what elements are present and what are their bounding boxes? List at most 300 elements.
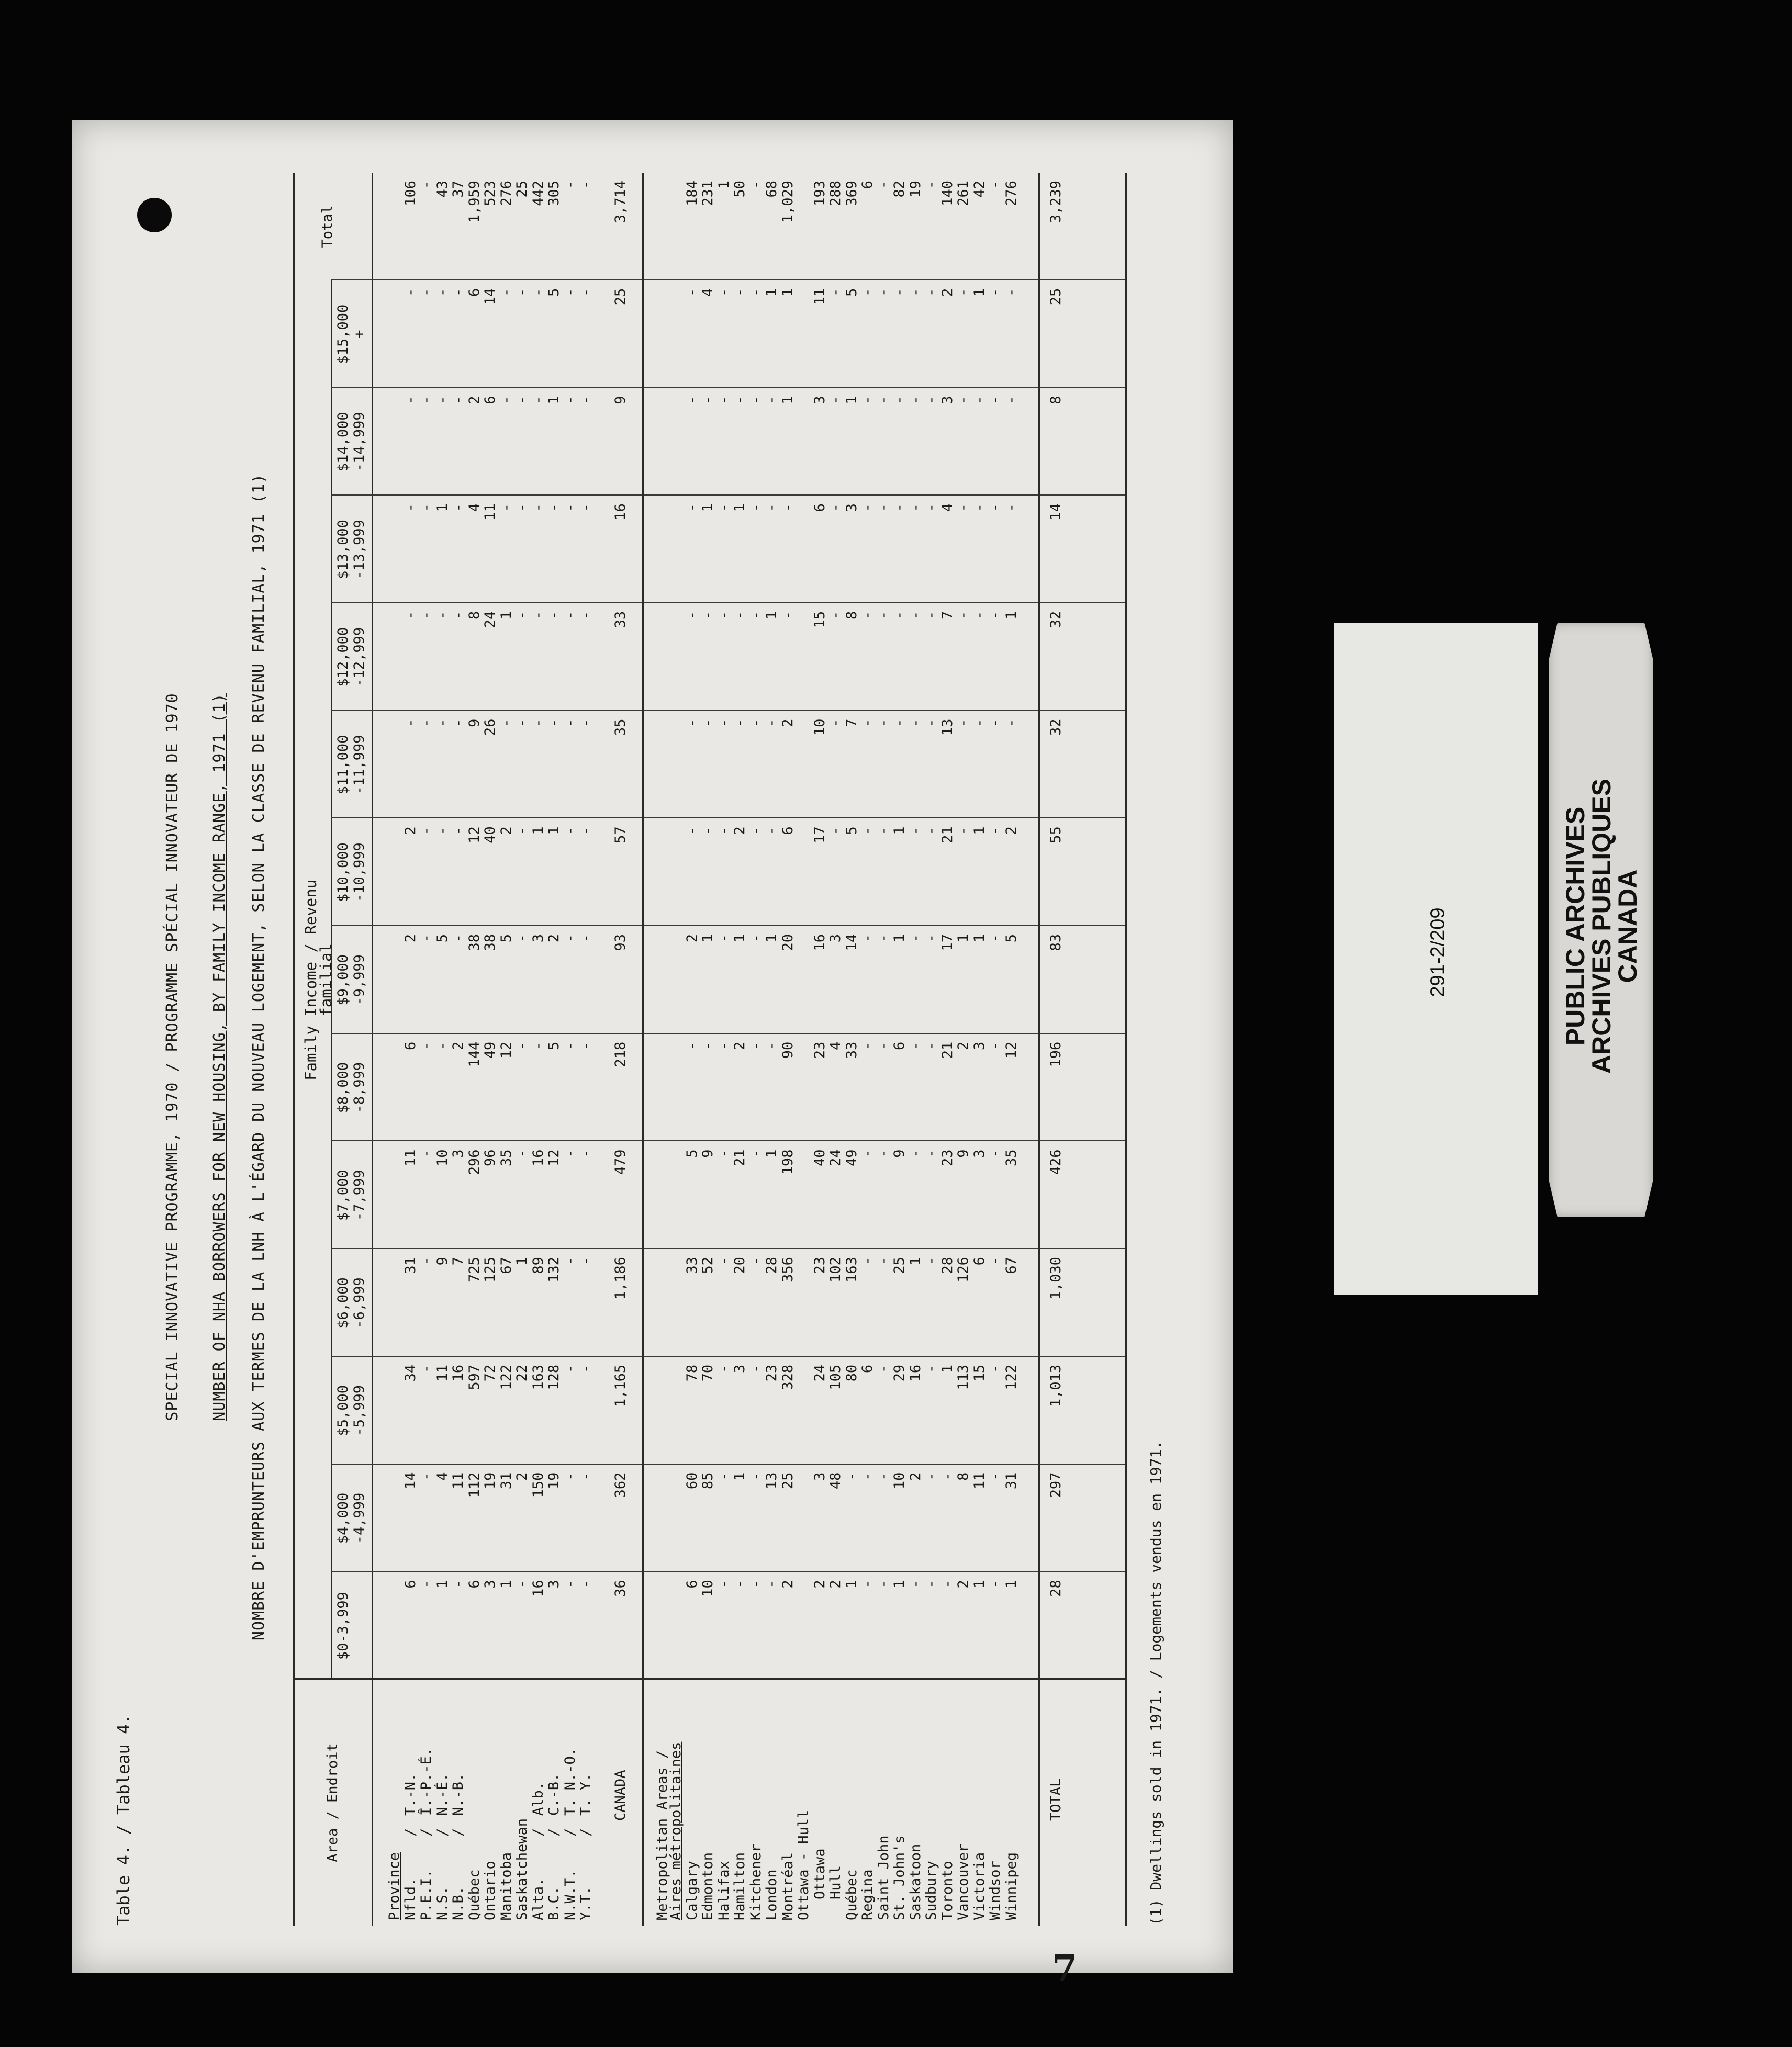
table-cell: - [578, 1149, 594, 1158]
table-cell: 28 [1048, 1580, 1064, 1597]
table-cell: - [434, 718, 451, 727]
table-cell: 25 [1048, 288, 1064, 306]
table-cell: - [450, 718, 466, 727]
table-cell: 3 [482, 1580, 498, 1589]
table-cell: - [530, 288, 546, 297]
table-cell: 4 [939, 503, 956, 512]
table-cell: - [700, 396, 716, 404]
column-header-line1: $11,000 [335, 735, 351, 795]
table-cell: - [562, 611, 578, 620]
table-cell: - [562, 288, 578, 297]
table-cell: 2 [732, 1041, 748, 1050]
table-cell: - [891, 503, 908, 512]
metro-name: London [764, 1869, 780, 1920]
table-cell: - [907, 934, 924, 943]
table-cell: - [859, 934, 876, 943]
metro-name: Windsor [987, 1861, 1003, 1920]
table-cell: 105 [827, 1364, 844, 1390]
table-cell: - [859, 1257, 876, 1266]
metro-name: Sudbury [923, 1861, 939, 1920]
province-name-fr: N.-É. [434, 1773, 451, 1816]
province-slash: / [546, 1828, 562, 1837]
table-cell: - [715, 1149, 732, 1158]
table-cell: - [875, 288, 892, 297]
table-cell: 78 [684, 1364, 700, 1382]
table-cell: - [875, 181, 892, 189]
table-cell: 150 [530, 1472, 546, 1498]
table-cell: - [747, 1149, 764, 1158]
province-name: Nfld. [402, 1877, 419, 1920]
table-cell: - [546, 611, 562, 620]
table-cell: 5 [498, 934, 514, 943]
stamp-line-2: ARCHIVES PUBLIQUES [1587, 779, 1616, 1074]
table-cell: - [971, 718, 988, 727]
table-cell: 12 [1003, 1041, 1020, 1059]
table-cell: 89 [530, 1257, 546, 1274]
table-cell: 28 [764, 1257, 780, 1274]
table-cell: - [923, 1364, 939, 1374]
table-cell: - [907, 718, 924, 727]
table-cell: - [498, 503, 514, 512]
table-cell: 37 [450, 181, 466, 198]
table-cell: 1 [1003, 611, 1020, 620]
table-cell: - [875, 503, 892, 512]
table-cell: 1 [530, 826, 546, 835]
table-cell: - [875, 1580, 892, 1589]
table-cell: 3 [843, 503, 860, 512]
column-header-line2: -9,999 [351, 954, 368, 1006]
table-cell: - [402, 718, 419, 727]
table-cell: 8 [843, 611, 860, 620]
table-cell: 6 [466, 288, 483, 297]
table-cell: - [418, 396, 434, 404]
table-cell: 1 [434, 1580, 451, 1589]
table-cell: 163 [530, 1364, 546, 1390]
table-cell: 11 [811, 288, 828, 306]
table-cell: - [418, 1041, 434, 1050]
table-cell: 67 [1003, 1257, 1020, 1274]
table-cell: 16 [450, 1364, 466, 1382]
table-cell: 3 [811, 396, 828, 404]
table-cell: - [514, 396, 530, 404]
table-cell: - [859, 1041, 876, 1050]
table-cell: - [764, 718, 780, 727]
table-cell: 1 [546, 396, 562, 404]
table-cell: 5 [434, 934, 451, 943]
table-cell: 10 [891, 1472, 908, 1490]
province-name-fr: T. Y. [578, 1773, 594, 1816]
title-number-borrowers: NUMBER OF NHA BORROWERS FOR NEW HOUSING, BY FAMILY INCOME RANGE, 1971 (1) [210, 693, 229, 1421]
table-cell: 31 [402, 1257, 419, 1274]
table-cell: 3,239 [1048, 181, 1064, 223]
rotated-document [99, 157, 1219, 1957]
table-cell: - [747, 718, 764, 727]
table-bottom-rule [1125, 173, 1127, 1926]
table-cell: - [514, 1580, 530, 1589]
table-cell: 35 [1003, 1149, 1020, 1166]
table-cell: - [715, 1364, 732, 1374]
province-slash: / [450, 1828, 466, 1837]
table-cell: - [891, 718, 908, 727]
table-cell: - [434, 826, 451, 835]
metro-name: Hull [827, 1865, 844, 1899]
table-cell: 14 [402, 1472, 419, 1490]
table-cell: 479 [612, 1149, 629, 1175]
province-name-fr: N.-B. [450, 1773, 466, 1816]
table-cell: 14 [1048, 503, 1064, 521]
table-cell: 21 [939, 826, 956, 843]
table-cell: - [684, 1041, 700, 1050]
table-cell: 35 [498, 1149, 514, 1166]
table-cell: 1 [700, 503, 716, 512]
table-cell: - [402, 611, 419, 620]
table-cell: - [859, 1149, 876, 1158]
province-name: Manitoba [498, 1852, 514, 1920]
table-cell: 15 [971, 1364, 988, 1382]
table-cell: 1 [939, 1364, 956, 1374]
column-header-line1: $4,000 [335, 1492, 351, 1544]
table-cell: - [987, 503, 1003, 512]
province-name-fr: Î.-P.-É. [418, 1747, 434, 1816]
table-cell: 33 [612, 611, 629, 628]
column-header-line2: -12,999 [351, 627, 368, 687]
table-cell: - [450, 934, 466, 943]
column-header [335, 496, 367, 603]
table-cell: 2 [684, 934, 700, 943]
table-cell: - [700, 718, 716, 727]
table-cell: - [875, 1149, 892, 1158]
table-cell: - [955, 288, 971, 297]
table-cell: - [955, 503, 971, 512]
table-cell: 23 [939, 1149, 956, 1166]
table-cell: 8 [1048, 396, 1064, 404]
table-cell: - [514, 934, 530, 943]
table-cell: - [747, 1580, 764, 1589]
table-cell: - [987, 288, 1003, 297]
table-cell: - [418, 611, 434, 620]
province-name: N.W.T. [562, 1869, 578, 1920]
table-cell: 16 [612, 503, 629, 521]
table-cell: - [875, 1257, 892, 1266]
table-cell: 5 [843, 288, 860, 297]
province-name: Y.T. [578, 1886, 594, 1920]
table-cell: 24 [482, 611, 498, 628]
table-cell: - [434, 396, 451, 404]
table-cell: - [684, 288, 700, 297]
table-cell: 362 [612, 1472, 629, 1498]
table-cell: - [955, 718, 971, 727]
table-cell: - [732, 288, 748, 297]
metro-name: Halifax [715, 1861, 732, 1920]
table-cell: 17 [939, 934, 956, 951]
table-cell: - [514, 1149, 530, 1158]
table-cell: 9 [434, 1257, 451, 1266]
table-cell: - [562, 934, 578, 943]
table-cell: - [747, 826, 764, 835]
table-cell: 2 [779, 1580, 796, 1589]
table-cell: - [418, 1257, 434, 1266]
table-cell: 113 [955, 1364, 971, 1390]
table-cell: - [562, 1041, 578, 1050]
table-cell: 26 [482, 718, 498, 736]
table-cell: 2 [1003, 826, 1020, 835]
table-cell: - [875, 396, 892, 404]
table-cell: - [715, 396, 732, 404]
table-cell: - [779, 503, 796, 512]
table-cell: 198 [779, 1149, 796, 1175]
table-cell: - [923, 1257, 939, 1266]
table-cell: - [715, 826, 732, 835]
table-cell: 6 [684, 1580, 700, 1589]
table-cell: - [859, 503, 876, 512]
table-cell: 196 [1048, 1041, 1064, 1067]
column-header [335, 926, 367, 1034]
table-cell: 7 [450, 1257, 466, 1266]
table-cell: 34 [402, 1364, 419, 1382]
table-cell: 90 [779, 1041, 796, 1059]
table-cell: - [514, 611, 530, 620]
column-header [335, 818, 367, 926]
table-cell: - [827, 611, 844, 620]
table-cell: 2 [402, 826, 419, 835]
table-cell: - [923, 1580, 939, 1589]
table-cell: - [827, 288, 844, 297]
table-cell: 24 [811, 1364, 828, 1382]
table-cell: - [907, 1041, 924, 1050]
table-cell: - [827, 396, 844, 404]
title-english-french: SPECIAL INNOVATIVE PROGRAMME, 1970 / PROGRAMME SPÉCIAL INNOVATEUR DE 1970 [163, 693, 182, 1421]
table-cell: - [578, 611, 594, 620]
table-cell: - [779, 611, 796, 620]
table-cell: 122 [498, 1364, 514, 1390]
table-cell: 11 [971, 1472, 988, 1490]
column-header-line1: $8,000 [335, 1062, 351, 1114]
table-cell: 6 [402, 1041, 419, 1050]
table-cell: 128 [546, 1364, 562, 1390]
table-cell: 8 [955, 1472, 971, 1481]
column-rule [331, 602, 1125, 603]
table-cell: - [907, 1580, 924, 1589]
table-cell: 102 [827, 1257, 844, 1283]
column-rule [331, 817, 1125, 818]
table-cell: 6 [859, 1364, 876, 1374]
province-name: Québec [466, 1869, 483, 1920]
province-name: P.E.I. [418, 1869, 434, 1920]
table-cell: - [402, 288, 419, 297]
table-cell: 4 [827, 1041, 844, 1050]
table-cell: 2 [732, 826, 748, 835]
table-cell: - [562, 1580, 578, 1589]
table-cell: - [562, 1149, 578, 1158]
table-cell: - [764, 1580, 780, 1589]
table-cell: 1,029 [779, 181, 796, 223]
province-name-fr: Alb. [530, 1781, 546, 1816]
table-cell: - [434, 288, 451, 297]
table-cell: 25 [612, 288, 629, 306]
column-rule [331, 1248, 1125, 1249]
table-cell: 1 [764, 1149, 780, 1158]
table-cell: - [747, 181, 764, 189]
table-cell: 72 [482, 1364, 498, 1382]
table-cell: 144 [466, 1041, 483, 1067]
table-cell: - [923, 288, 939, 297]
table-cell: - [418, 288, 434, 297]
column-header-line2: + [351, 330, 368, 339]
table-cell: 9 [612, 396, 629, 404]
table-cell: - [715, 611, 732, 620]
table-cell: - [907, 288, 924, 297]
table-cell: - [875, 718, 892, 727]
table-cell: - [987, 826, 1003, 835]
table-cell: - [514, 718, 530, 727]
table-cell: - [987, 396, 1003, 404]
table-cell: - [732, 1580, 748, 1589]
table-cell: 3 [732, 1364, 748, 1374]
table-cell: - [923, 1041, 939, 1050]
table-cell: - [747, 396, 764, 404]
table-cell: 38 [482, 934, 498, 951]
table-cell: - [700, 611, 716, 620]
table-cell: - [530, 718, 546, 727]
table-cell: 5 [684, 1149, 700, 1158]
table-cell: - [923, 826, 939, 835]
table-cell: 80 [843, 1364, 860, 1382]
table-cell: 261 [955, 181, 971, 206]
column-header [335, 1572, 351, 1680]
table-cell: - [450, 503, 466, 512]
table-cell: - [418, 1580, 434, 1589]
table-cell: 40 [811, 1149, 828, 1166]
column-rule [331, 1033, 1125, 1034]
column-header-line2: -11,999 [351, 735, 368, 795]
table-cell: 2 [514, 1472, 530, 1481]
metro-name: Vancouver [955, 1843, 971, 1920]
table-cell: 9 [466, 718, 483, 727]
table-cell: 52 [700, 1257, 716, 1274]
table-cell: - [907, 503, 924, 512]
family-income-label: Family Income / Revenu familial [302, 879, 335, 1081]
metro-name: Québec [843, 1869, 860, 1920]
table-cell: - [684, 503, 700, 512]
table-cell: - [859, 1580, 876, 1589]
table-cell: 49 [482, 1041, 498, 1059]
table-cell: 1 [971, 934, 988, 943]
table-cell: 1 [779, 288, 796, 297]
table-cell: 16 [907, 1364, 924, 1382]
column-header-line1: $9,000 [335, 954, 351, 1006]
table-cell: 3 [530, 934, 546, 943]
table-cell: 132 [546, 1257, 562, 1283]
table-cell: - [684, 611, 700, 620]
metro-name: Calgary [684, 1861, 700, 1920]
province-name: Alta. [530, 1877, 546, 1920]
table-cell: - [764, 1041, 780, 1050]
table-cell: 1 [907, 1257, 924, 1266]
table-cell: 25 [779, 1472, 796, 1490]
table-cell: - [700, 1041, 716, 1050]
table-cell: - [578, 181, 594, 189]
column-header [335, 1357, 367, 1465]
table-cell: - [939, 1472, 956, 1481]
table-cell: - [971, 503, 988, 512]
column-rule [331, 1356, 1125, 1357]
province-slash: / [418, 1828, 434, 1837]
table-cell: - [891, 396, 908, 404]
table-cell: 126 [955, 1257, 971, 1283]
table-cell: - [578, 934, 594, 943]
table-cell: 1 [971, 1580, 988, 1589]
table-cell: 1 [891, 934, 908, 943]
table-cell: 16 [811, 934, 828, 951]
column-rule [331, 1571, 1125, 1572]
metro-name: Winnipeg [1003, 1852, 1020, 1920]
table-cell: - [530, 503, 546, 512]
column-header [335, 1034, 367, 1142]
table-cell: 2 [955, 1580, 971, 1589]
table-cell: - [562, 1364, 578, 1374]
table-cell: 3 [827, 934, 844, 943]
table-cell: 9 [700, 1149, 716, 1158]
column-rule [331, 1140, 1125, 1141]
table-cell: 60 [684, 1472, 700, 1490]
table-cell: - [764, 503, 780, 512]
table-cell: 6 [891, 1041, 908, 1050]
table-cell: - [971, 396, 988, 404]
table-cell: 35 [612, 718, 629, 736]
table-cell: 11 [434, 1364, 451, 1382]
table-cell: 2 [466, 396, 483, 404]
table-cell: - [450, 1580, 466, 1589]
column-header-line2: -4,999 [351, 1492, 368, 1544]
table-cell: 10 [811, 718, 828, 736]
province-name: Ontario [482, 1861, 498, 1920]
table-cell: - [891, 288, 908, 297]
table-cell: 1 [1003, 1580, 1020, 1589]
table-cell: 1 [715, 181, 732, 189]
column-header-line1: Total [319, 205, 335, 248]
column-header [335, 1249, 367, 1357]
table-cell: - [987, 181, 1003, 189]
table-cell: 276 [498, 181, 514, 206]
table-cell: - [578, 826, 594, 835]
table-cell: - [530, 611, 546, 620]
table-cell: 5 [843, 826, 860, 835]
table-cell: - [715, 718, 732, 727]
table-cell: 20 [732, 1257, 748, 1274]
table-cell: - [562, 718, 578, 727]
column-header-line2: -8,999 [351, 1062, 368, 1114]
province-name: N.B. [450, 1886, 466, 1920]
table-cell: 16 [530, 1580, 546, 1597]
section-heading-province: Province [386, 1852, 402, 1920]
table-cell: 1 [498, 1580, 514, 1589]
table-cell: 15 [811, 611, 828, 628]
table-cell: - [402, 503, 419, 512]
table-cell: - [684, 396, 700, 404]
column-header [335, 388, 367, 496]
column-header [335, 1141, 367, 1249]
table-cell: - [875, 611, 892, 620]
table-cell: 125 [482, 1257, 498, 1283]
table-cell: 1,186 [612, 1257, 629, 1300]
province-name-fr: T. N.-O. [562, 1747, 578, 1816]
table-cell: - [955, 396, 971, 404]
table-cell: 10 [700, 1580, 716, 1597]
table-cell: 83 [1048, 934, 1064, 951]
total-label: TOTAL [1048, 1778, 1064, 1821]
table-cell: - [907, 396, 924, 404]
table-cell: - [747, 934, 764, 943]
